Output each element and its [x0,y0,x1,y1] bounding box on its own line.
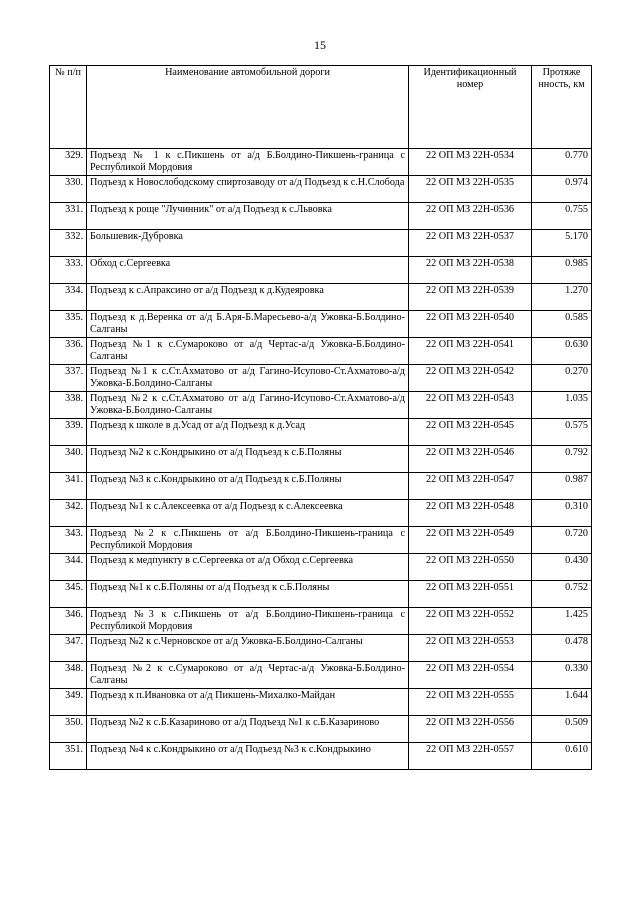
road-id: 22 ОП МЗ 22Н-0536 [409,203,532,230]
row-number: 346. [50,608,87,635]
page-number: 15 [314,38,326,52]
road-name: Подъезд №2 к с.Сумароково от а/д Чертас-а/д Ужовка-Б.Болдино-Салганы [87,662,409,689]
road-id: 22 ОП МЗ 22Н-0552 [409,608,532,635]
road-id: 22 ОП МЗ 22Н-0535 [409,176,532,203]
table-row [50,473,592,500]
table-body [50,149,592,770]
road-id: 22 ОП МЗ 22Н-0548 [409,500,532,527]
road-id: 22 ОП МЗ 22Н-0538 [409,257,532,284]
road-id: 22 ОП МЗ 22Н-0551 [409,581,532,608]
road-length: 0.430 [532,554,592,581]
road-name: Подъезд №2 к с.Черновское от а/д Ужовка-Б.Болдино-Салганы [87,635,409,662]
road-length: 0.610 [532,743,592,770]
table-row [50,392,592,419]
table-row [50,176,592,203]
table-row [50,527,592,554]
road-id: 22 ОП МЗ 22Н-0545 [409,419,532,446]
road-length: 1.270 [532,284,592,311]
road-length: 0.585 [532,311,592,338]
row-number: 340. [50,446,87,473]
road-name: Подъезд №1 к с.Ст.Ахматово от а/д Гагино-Исупово-Ст.Ахматово-а/д Ужовка-Б.Болдино-Салганы [87,365,409,392]
road-length: 5.170 [532,230,592,257]
row-number: 331. [50,203,87,230]
road-length: 1.035 [532,392,592,419]
road-name: Подъезд №3 к с.Кондрыкино от а/д Подъезд к с.Б.Поляны [87,473,409,500]
road-name: Подъезд к с.Апраксино от а/д Подъезд к д.Кудеяровка [87,284,409,311]
row-number: 350. [50,716,87,743]
table-row [50,689,592,716]
road-name: Подъезд к п.Ивановка от а/д Пикшень-Михалко-Майдан [87,689,409,716]
row-number: 339. [50,419,87,446]
road-length: 0.720 [532,527,592,554]
road-name: Подъезд №1 к с.Сумароково от а/д Чертас-а/д Ужовка-Б.Болдино-Салганы [87,338,409,365]
table-row [50,419,592,446]
row-number: 342. [50,500,87,527]
table-row [50,149,592,176]
road-name: Подъезд №2 к с.Пикшень от а/д Б.Болдино-Пикшень-граница с Республикой Мордовия [87,527,409,554]
road-length: 1.644 [532,689,592,716]
road-id: 22 ОП МЗ 22Н-0546 [409,446,532,473]
row-number: 330. [50,176,87,203]
table-row [50,635,592,662]
road-name: Подъезд № 1 к с.Пикшень от а/д Б.Болдино-Пикшень-граница с Республикой Мордовия [87,149,409,176]
road-name: Подъезд №2 к с.Ст.Ахматово от а/д Гагино-Исупово-Ст.Ахматово-а/д Ужовка-Б.Болдино-Салганы [87,392,409,419]
road-name: Большевик-Дубровка [87,230,409,257]
table-row [50,230,592,257]
road-id: 22 ОП МЗ 22Н-0556 [409,716,532,743]
road-name: Подъезд №1 к с.Алексеевка от а/д Подъезд к с.Алексеевка [87,500,409,527]
road-length: 0.630 [532,338,592,365]
header-length: Протяже нность, км [532,66,592,149]
row-number: 344. [50,554,87,581]
road-length: 1.425 [532,608,592,635]
road-length: 0.478 [532,635,592,662]
table-row [50,608,592,635]
row-number: 334. [50,284,87,311]
road-name: Подъезд к медпункту в с.Сергеевка от а/д Обход с.Сергеевка [87,554,409,581]
road-id: 22 ОП МЗ 22Н-0543 [409,392,532,419]
row-number: 351. [50,743,87,770]
road-name: Подъезд к Новослободскому спиртозаводу от а/д Подъезд к с.Н.Слобода [87,176,409,203]
row-number: 329. [50,149,87,176]
road-name: Обход с.Сергеевка [87,257,409,284]
road-name: Подъезд к роще "Лучинник" от а/д Подъезд к с.Львовка [87,203,409,230]
table-row [50,662,592,689]
road-name: Подъезд №4 к с.Кондрыкино от а/д Подъезд №3 к с.Кондрыкино [87,743,409,770]
table-row [50,338,592,365]
road-length: 0.752 [532,581,592,608]
row-number: 333. [50,257,87,284]
table-row [50,500,592,527]
road-length: 0.310 [532,500,592,527]
road-id: 22 ОП МЗ 22Н-0541 [409,338,532,365]
row-number: 338. [50,392,87,419]
road-id: 22 ОП МЗ 22Н-0540 [409,311,532,338]
road-length: 0.770 [532,149,592,176]
road-id: 22 ОП МЗ 22Н-0554 [409,662,532,689]
table-row [50,446,592,473]
road-name: Подъезд к д.Веренка от а/д Б.Аря-Б.Маресьево-а/д Ужовка-Б.Болдино-Салганы [87,311,409,338]
row-number: 335. [50,311,87,338]
road-id: 22 ОП МЗ 22Н-0534 [409,149,532,176]
table-row [50,743,592,770]
roads-table [49,65,592,770]
table-row [50,203,592,230]
row-number: 343. [50,527,87,554]
table-row [50,284,592,311]
road-name: Подъезд №2 к с.Б.Казариново от а/д Подъезд №1 к с.Б.Казариново [87,716,409,743]
table-row [50,716,592,743]
row-number: 347. [50,635,87,662]
road-id: 22 ОП МЗ 22Н-0550 [409,554,532,581]
road-id: 22 ОП МЗ 22Н-0549 [409,527,532,554]
road-length: 0.755 [532,203,592,230]
header-num: № п/п [50,66,87,149]
road-length: 0.985 [532,257,592,284]
road-length: 0.575 [532,419,592,446]
road-length: 0.792 [532,446,592,473]
road-id: 22 ОП МЗ 22Н-0542 [409,365,532,392]
table-row [50,554,592,581]
row-number: 345. [50,581,87,608]
header-id: Идентификационный номер [409,66,532,149]
table-row [50,257,592,284]
table-row [50,311,592,338]
road-name: Подъезд №2 к с.Кондрыкино от а/д Подъезд к с.Б.Поляны [87,446,409,473]
road-name: Подъезд №3 к с.Пикшень от а/д Б.Болдино-Пикшень-граница с Республикой Мордовия [87,608,409,635]
road-id: 22 ОП МЗ 22Н-0537 [409,230,532,257]
row-number: 349. [50,689,87,716]
road-id: 22 ОП МЗ 22Н-0555 [409,689,532,716]
road-length: 0.509 [532,716,592,743]
road-id: 22 ОП МЗ 22Н-0557 [409,743,532,770]
road-name: Подъезд к школе в д.Усад от а/д Подъезд к д.Усад [87,419,409,446]
row-number: 337. [50,365,87,392]
road-length: 0.987 [532,473,592,500]
row-number: 348. [50,662,87,689]
road-name: Подъезд №1 к с.Б.Поляны от а/д Подъезд к с.Б.Поляны [87,581,409,608]
header-name: Наименование автомобильной дороги [87,66,409,149]
table-header-row [50,66,592,149]
table-row [50,365,592,392]
road-id: 22 ОП МЗ 22Н-0539 [409,284,532,311]
row-number: 336. [50,338,87,365]
road-id: 22 ОП МЗ 22Н-0547 [409,473,532,500]
road-length: 0.330 [532,662,592,689]
road-length: 0.270 [532,365,592,392]
table-row [50,581,592,608]
row-number: 332. [50,230,87,257]
road-id: 22 ОП МЗ 22Н-0553 [409,635,532,662]
road-length: 0.974 [532,176,592,203]
row-number: 341. [50,473,87,500]
